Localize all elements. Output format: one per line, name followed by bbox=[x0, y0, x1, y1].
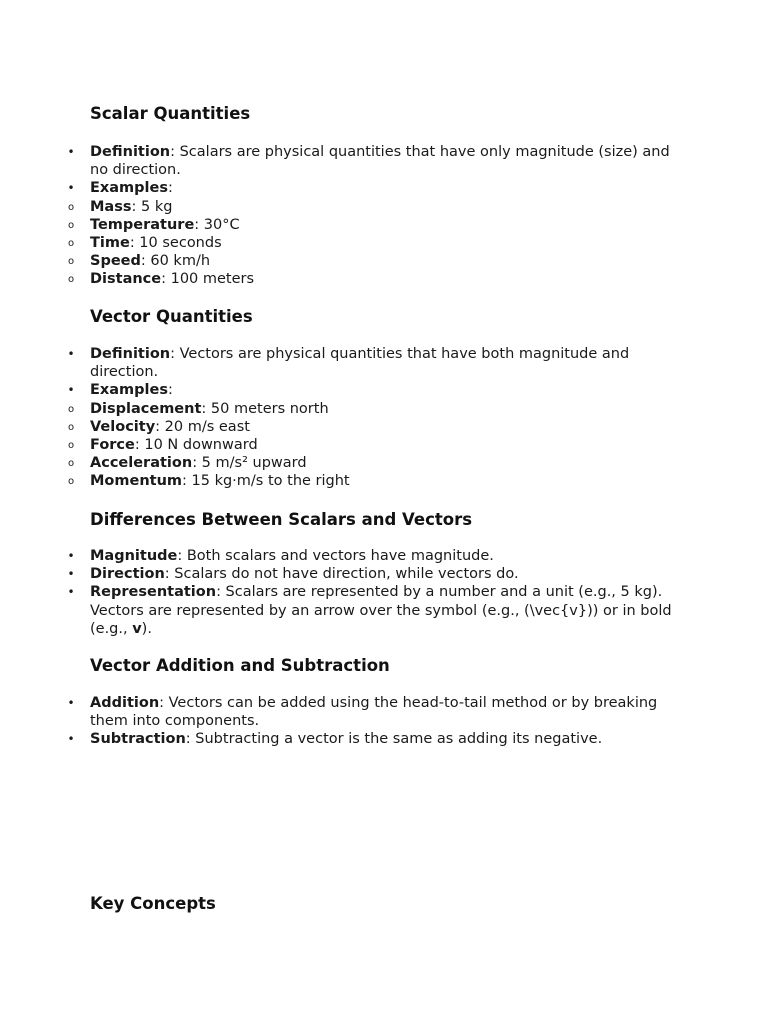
item-term: Speed bbox=[90, 253, 141, 270]
item-term: Definition bbox=[90, 144, 171, 160]
list-item bbox=[0, 234, 768, 252]
item-text: : Scalars are physical quantities that have only magnitude (size) and no direction. bbox=[90, 144, 670, 179]
list-item bbox=[0, 730, 768, 748]
item-term: Magnitude bbox=[90, 548, 178, 564]
list-item bbox=[0, 472, 768, 490]
item-text: : Scalars do not have direction, while vectors do. bbox=[164, 566, 519, 583]
addition-subtraction-list bbox=[0, 694, 768, 749]
item-text: : Scalars are represented by a number and a unit (e.g., 5 kg). Vectors are represented by an arrow over the symbol (e.g., (\vec{v})) or in bold (e.g., bbox=[90, 584, 672, 637]
bullet-disc-icon: • bbox=[67, 732, 75, 747]
item-text: : 10 N downward bbox=[134, 437, 258, 454]
vector-quantities-list bbox=[0, 345, 768, 491]
list-item bbox=[0, 400, 768, 418]
list-item bbox=[0, 179, 768, 197]
item-text: : 100 meters bbox=[161, 271, 255, 288]
bullet-circle-icon: o bbox=[67, 458, 75, 470]
scalar-quantities-list bbox=[0, 143, 768, 289]
list-item bbox=[0, 143, 768, 179]
item-term: Distance bbox=[90, 271, 162, 288]
list-item bbox=[0, 436, 768, 454]
list-item bbox=[0, 454, 768, 472]
item-term: Momentum bbox=[90, 473, 183, 490]
bullet-disc-icon: • bbox=[67, 145, 75, 159]
item-text: : 15 kg·m/s to the right bbox=[182, 473, 350, 490]
bullet-disc-icon: • bbox=[67, 347, 75, 361]
list-item bbox=[0, 547, 768, 565]
item-term: Examples bbox=[90, 180, 168, 197]
item-text: : 10 seconds bbox=[129, 235, 222, 252]
item-term: Temperature bbox=[90, 216, 195, 233]
item-term: Force bbox=[90, 437, 135, 454]
bullet-disc-icon: • bbox=[67, 549, 75, 563]
bullet-disc-icon: • bbox=[67, 567, 75, 582]
bullet-circle-icon: o bbox=[67, 440, 75, 452]
bullet-disc-icon: • bbox=[67, 585, 75, 600]
item-term: Direction bbox=[90, 566, 165, 583]
item-text: : 60 km/h bbox=[140, 253, 211, 270]
item-term: Representation bbox=[90, 584, 217, 601]
item-text: : 5 kg bbox=[131, 198, 173, 215]
item-text: : Subtracting a vector is the same as adding its negative. bbox=[185, 731, 603, 748]
bullet-circle-icon: o bbox=[67, 238, 75, 250]
item-text: : 20 m/s east bbox=[155, 418, 250, 435]
item-text: : bbox=[167, 180, 173, 197]
list-item bbox=[0, 583, 768, 638]
item-term: Subtraction bbox=[90, 731, 186, 748]
list-item bbox=[0, 418, 768, 436]
bullet-circle-icon: o bbox=[67, 256, 75, 268]
item-text: : Vectors are physical quantities that have both magnitude and direction. bbox=[90, 346, 630, 381]
item-text: : 5 m/s² upward bbox=[192, 455, 307, 472]
list-item bbox=[0, 345, 768, 381]
section-heading-vector-quantities: Vector Quantities bbox=[90, 307, 253, 326]
section-heading-vector-addition-subtraction: Vector Addition and Subtraction bbox=[90, 656, 390, 675]
item-term: Acceleration bbox=[90, 455, 193, 472]
section-heading-scalar-quantities: Scalar Quantities bbox=[90, 104, 251, 123]
list-item bbox=[0, 381, 768, 399]
list-item bbox=[0, 270, 768, 288]
bullet-disc-icon: • bbox=[67, 696, 75, 710]
bullet-disc-icon: • bbox=[67, 383, 75, 398]
bullet-circle-icon: o bbox=[67, 219, 75, 231]
bullet-circle-icon: o bbox=[67, 274, 75, 286]
list-item bbox=[0, 216, 768, 234]
section-heading-key-concepts: Key Concepts bbox=[90, 894, 216, 913]
item-term: Examples bbox=[90, 382, 168, 399]
bullet-circle-icon: o bbox=[67, 476, 75, 488]
list-item bbox=[0, 252, 768, 270]
item-text: : Vectors can be added using the head-to-tail method or by breaking them into components. bbox=[90, 695, 658, 730]
item-term: Addition bbox=[90, 695, 160, 711]
bullet-circle-icon: o bbox=[67, 403, 75, 415]
differences-list bbox=[0, 547, 768, 638]
item-text: : 30°C bbox=[194, 216, 240, 233]
item-term: Displacement bbox=[90, 400, 202, 417]
bullet-circle-icon: o bbox=[67, 421, 75, 433]
section-heading-differences: Differences Between Scalars and Vectors bbox=[90, 510, 473, 529]
item-term: Definition bbox=[90, 346, 171, 362]
list-item bbox=[0, 198, 768, 216]
bold-vector-symbol: v bbox=[132, 620, 142, 637]
bullet-circle-icon: o bbox=[67, 201, 75, 213]
bullet-disc-icon: • bbox=[67, 181, 75, 196]
item-text-tail: ). bbox=[141, 620, 152, 637]
item-term: Velocity bbox=[90, 418, 156, 435]
item-term: Time bbox=[90, 235, 130, 252]
list-item bbox=[0, 694, 768, 730]
item-text: : 50 meters north bbox=[201, 400, 329, 417]
list-item bbox=[0, 565, 768, 583]
item-text: : Both scalars and vectors have magnitude. bbox=[177, 548, 494, 564]
item-text: : bbox=[167, 382, 173, 399]
item-term: Mass bbox=[90, 198, 132, 215]
